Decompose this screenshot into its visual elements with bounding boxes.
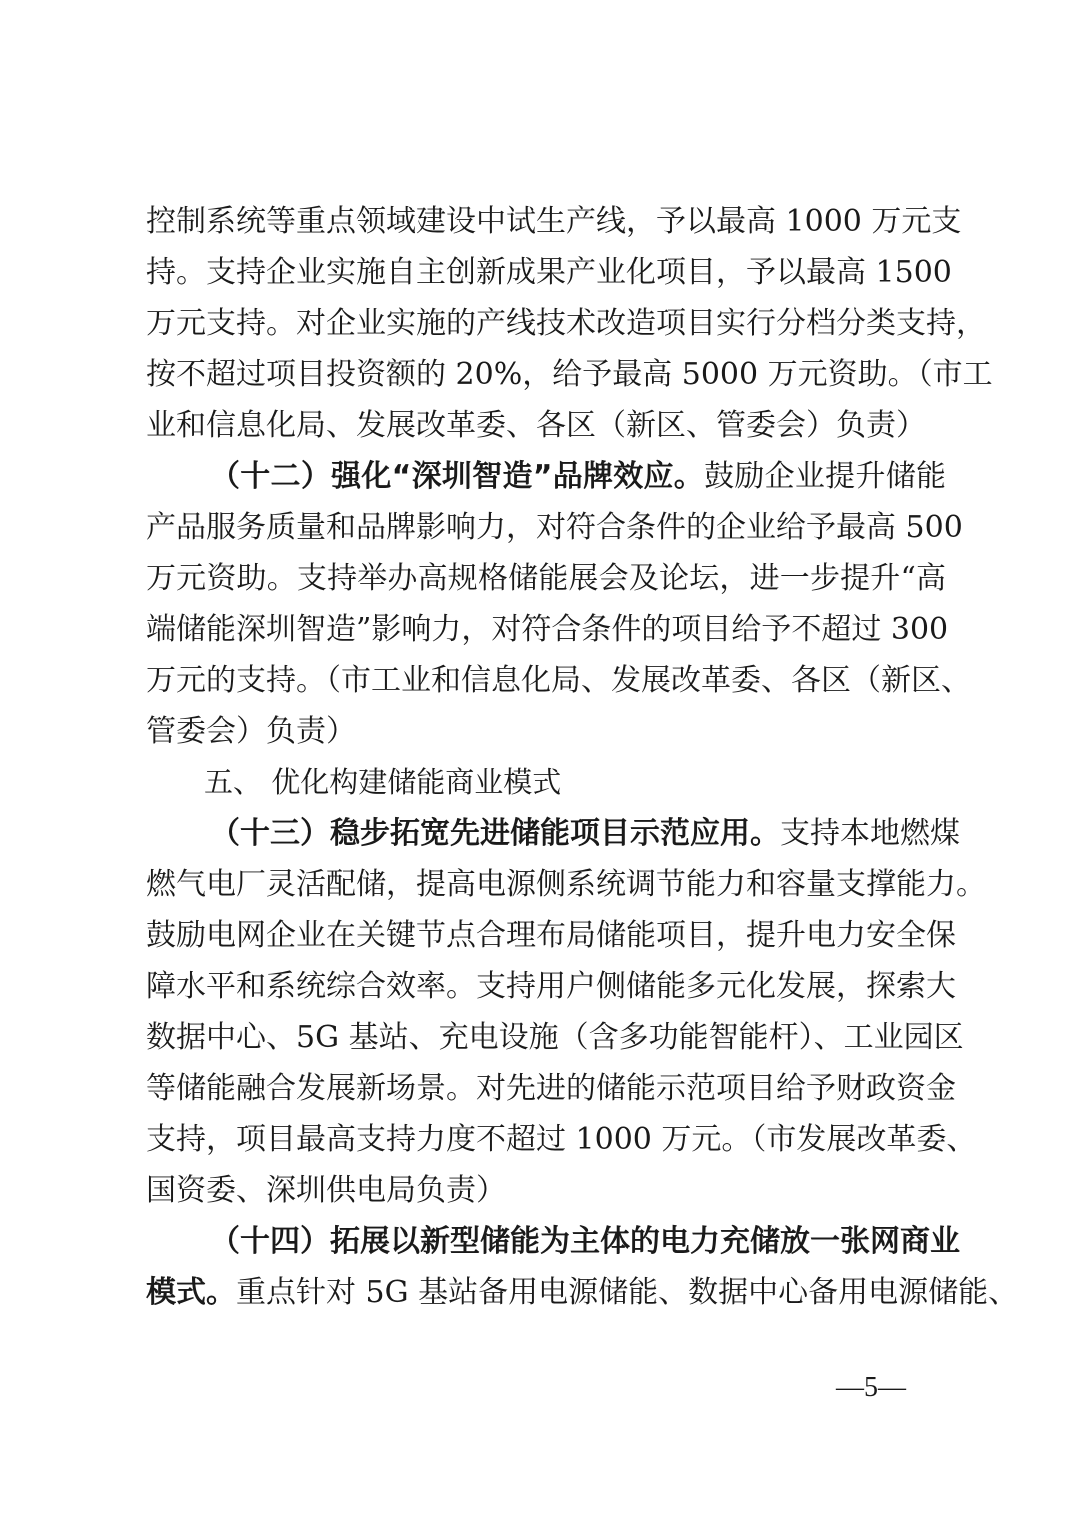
paragraph-heading: （十二）强化“深圳智造”品牌效应。 xyxy=(210,459,705,494)
text-line: 障水平和系统综合效率。支持用户侧储能多元化发展，探索大 xyxy=(146,969,956,1004)
text-line: 数据中心、5G 基站、充电设施（含多功能智能杆）、工业园区 xyxy=(146,1020,964,1055)
page-number: —5— xyxy=(836,1372,906,1403)
paragraph-text: 重点针对 5G 基站备用电源储能、数据中心备用电源储能、 xyxy=(236,1275,1019,1310)
paragraph-second-line xyxy=(146,1267,1019,1318)
text-line: 端储能深圳智造”影响力，对符合条件的项目给予不超过 300 xyxy=(146,612,949,647)
text-line: 控制系统等重点领域建设中试生产线，予以最高 1000 万元支 xyxy=(146,204,962,239)
paragraph-heading: （十四）拓展以新型储能为主体的电力充储放一张网商业 xyxy=(210,1224,960,1259)
text-line: 持。支持企业实施自主创新成果产业化项目，予以最高 1500 xyxy=(146,255,952,290)
paragraph-text: 支持本地燃煤 xyxy=(780,816,960,851)
text-line: 万元资助。支持举办高规格储能展会及论坛，进一步提升“高 xyxy=(146,561,946,596)
text-line: 鼓励电网企业在关键节点合理布局储能项目，提升电力安全保 xyxy=(146,918,956,953)
text-line: 按不超过项目投资额的 20%，给予最高 5000 万元资助。（市工 xyxy=(146,357,993,392)
text-line: 管委会）负责） xyxy=(146,714,356,749)
text-line: 产品服务质量和品牌影响力，对符合条件的企业给予最高 500 xyxy=(146,510,963,545)
paragraph-first-line xyxy=(210,808,960,859)
text-line: 支持，项目最高支持力度不超过 1000 万元。（市发展改革委、 xyxy=(146,1122,977,1157)
text-line: 国资委、深圳供电局负责） xyxy=(146,1173,506,1208)
section-title: 五、 优化构建储能商业模式 xyxy=(204,765,562,799)
paragraph-first-line xyxy=(210,451,946,502)
text-line: 万元的支持。（市工业和信息化局、发展改革委、各区（新区、 xyxy=(146,663,971,698)
paragraph-text: 鼓励企业提升储能 xyxy=(704,459,947,494)
text-line: 燃气电厂灵活配储，提高电源侧系统调节能力和容量支撑能力。 xyxy=(146,867,986,902)
paragraph-heading: （十三）稳步拓宽先进储能项目示范应用。 xyxy=(210,816,780,851)
paragraph-heading-end: 模式。 xyxy=(146,1275,236,1310)
text-line: 万元支持。对企业实施的产线技术改造项目实行分档分类支持， xyxy=(146,306,986,341)
text-line: 等储能融合发展新场景。对先进的储能示范项目给予财政资金 xyxy=(146,1071,956,1106)
text-line: 业和信息化局、发展改革委、各区（新区、管委会）负责） xyxy=(146,408,926,443)
